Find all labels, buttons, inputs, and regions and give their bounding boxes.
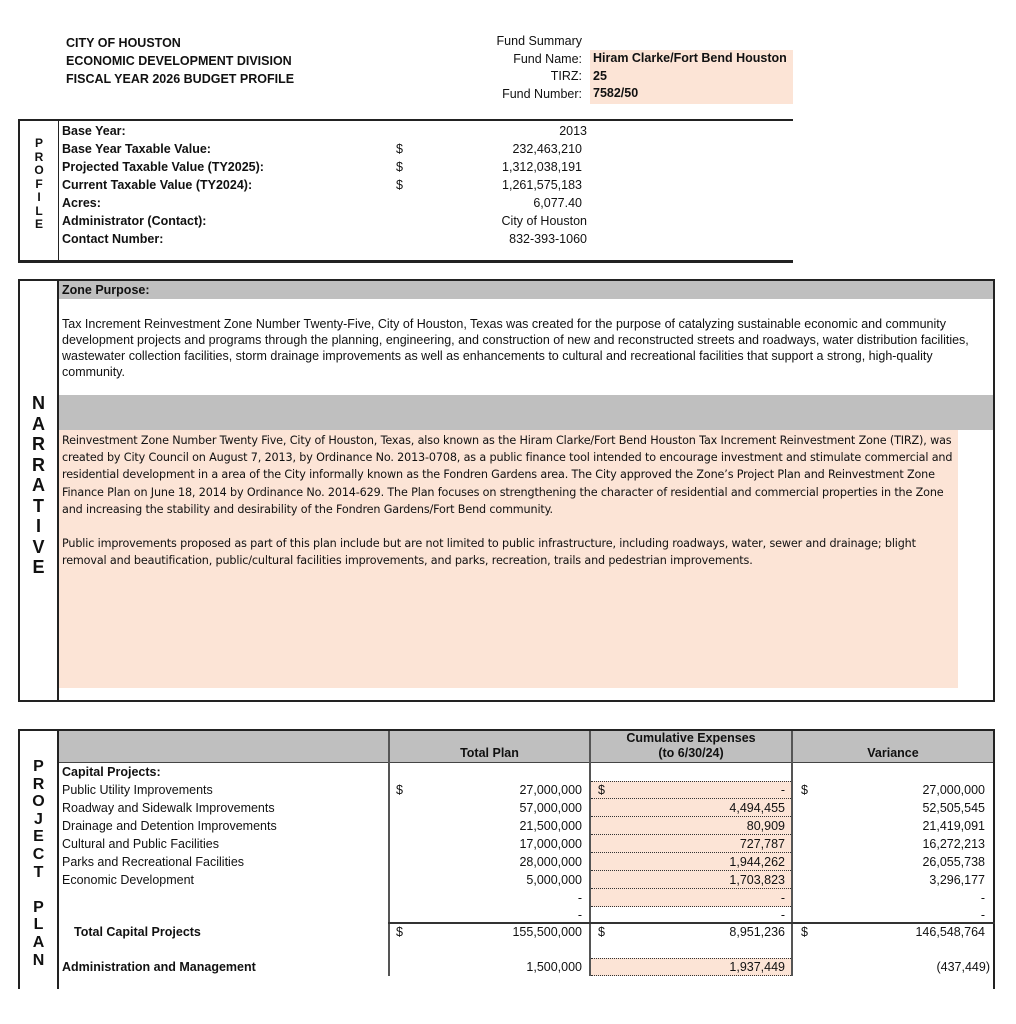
var-value: - (980, 908, 985, 922)
column-divider (791, 731, 793, 976)
zone-purpose-header (59, 281, 993, 299)
fund-name-label: Fund Name: (513, 51, 582, 66)
admin-cum: 1,937,449 (729, 960, 785, 974)
acres-value: 6,077.40 (533, 196, 582, 210)
profile-letter: O (34, 163, 44, 177)
profile-letter: I (37, 190, 41, 204)
current-taxable-value: 1,261,575,183 (502, 178, 582, 192)
project-plan-letter: T (33, 863, 44, 881)
cum-value: - (780, 891, 785, 905)
plan-dollar: $ (396, 783, 403, 797)
report-title-block (66, 34, 294, 88)
fund-summary-title: Fund Summary (496, 34, 582, 48)
narrative-side-label (20, 393, 57, 578)
narrative-letter: V (32, 536, 45, 557)
project-plan-letter: P (33, 898, 44, 916)
profile-top-rule (18, 119, 793, 121)
fund-number-value: 7582/50 (593, 86, 639, 100)
plan-total: 155,500,000 (512, 925, 582, 939)
project-plan-letter: L (33, 916, 44, 934)
zone-purpose-text: Tax Increment Reinvestment Zone Number Twenty-Five, City of Houston, Texas was created for the purpose of catalyzing sustainable economic and community development projects and programs through the planning, engineering, and construction of new and reconstructed streets and roadways, water distribution facilities, wastewater collection facilities, storm drainage improvements as well as enhancements to cultural and recreational facilities that support a strong, high-quality community. (62, 317, 969, 379)
plan-value: 5,000,000 (526, 873, 582, 887)
var-value: - (980, 891, 985, 905)
contact-number-value: 832-393-1060 (509, 232, 587, 246)
row-label: Drainage and Detention Improvements (62, 819, 277, 833)
column-header-total-plan: Total Plan (460, 746, 519, 760)
plan-value: 21,500,000 (519, 819, 582, 833)
column-header-cumulative (591, 731, 791, 761)
base-year-value: 2013 (559, 124, 587, 138)
cum-value: 1,703,823 (729, 873, 785, 887)
var-value: 52,505,545 (922, 801, 985, 815)
tirz-label: TIRZ: (550, 69, 582, 83)
var-value: 27,000,000 (922, 783, 985, 797)
currency-symbol (396, 122, 403, 140)
cum-value: - (780, 908, 785, 922)
fund-summary-labels (470, 33, 582, 103)
projected-taxable-label: Projected Taxable Value (TY2025): (62, 160, 264, 174)
narrative-letter: A (32, 413, 45, 434)
profile-letter: E (34, 217, 43, 231)
plan-value: - (577, 891, 582, 905)
var-value: 3,296,177 (929, 873, 985, 887)
var-dollar: $ (801, 925, 808, 939)
profile-letter: P (34, 136, 43, 150)
project-plan-letter: N (32, 951, 45, 969)
narrative-gray-band (59, 395, 993, 430)
row-label: Economic Development (62, 873, 195, 887)
column-header-variance: Variance (867, 746, 919, 760)
column-divider (388, 731, 390, 976)
project-plan-letter: C (32, 845, 45, 863)
project-plan-letter: R (32, 775, 45, 793)
narrative-letter: A (32, 475, 45, 495)
narrative-letter: N (32, 393, 45, 413)
row-label: Parks and Recreational Facilities (62, 855, 245, 869)
plan-dollar: $ (396, 925, 403, 939)
admin-plan: 1,500,000 (526, 960, 582, 974)
project-plan-letter: J (34, 810, 43, 828)
row-label: Public Utility Improvements (62, 783, 213, 797)
plan-value: 28,000,000 (519, 855, 582, 869)
row-label: Roadway and Sidewalk Improvements (62, 801, 275, 815)
base-year-taxable-value: 232,463,210 (512, 142, 582, 156)
capital-projects-label: Capital Projects: (62, 765, 161, 779)
var-value: 26,055,738 (922, 855, 985, 869)
cumulative-header-line2: (to 6/30/24) (658, 746, 724, 760)
narrative-letter: I (35, 516, 41, 536)
report-title: FISCAL YEAR 2026 BUDGET PROFILE (66, 72, 295, 86)
cumulative-header-line1: Cumulative Expenses (626, 731, 756, 745)
profile-side-label (18, 119, 59, 262)
narrative-letter: R (32, 434, 45, 454)
total-label: Total Capital Projects (74, 925, 201, 939)
var-value: 21,419,091 (922, 819, 985, 833)
project-plan-letter-spacer (20, 881, 57, 899)
narrative-letter: E (32, 557, 45, 577)
zone-purpose-label: Zone Purpose: (62, 283, 150, 297)
project-plan-side-label (20, 758, 57, 969)
profile-values (430, 122, 587, 248)
narrative-letter: R (32, 454, 45, 475)
tirz-value: 25 (593, 68, 607, 83)
profile-labels (62, 122, 264, 248)
plan-value: 17,000,000 (519, 837, 582, 851)
plan-value: - (577, 908, 582, 922)
cum-total: 8,951,236 (729, 925, 785, 939)
narrative-text (62, 432, 962, 586)
cum-value: 80,909 (746, 819, 785, 833)
profile-bottom-rule (18, 260, 793, 263)
fund-number-label: Fund Number: (502, 86, 582, 101)
cum-value: - (780, 783, 785, 797)
project-plan-letter: E (33, 828, 44, 846)
division-name: ECONOMIC DEVELOPMENT DIVISION (66, 54, 292, 68)
admin-var: (437,449) (936, 960, 990, 974)
fund-name-value: Hiram Clarke/Fort Bend Houston (593, 51, 787, 65)
project-plan-letter: A (32, 933, 45, 951)
administrator-value: City of Houston (501, 214, 587, 228)
contact-number-label: Contact Number: (62, 232, 164, 246)
fund-summary-values (590, 50, 793, 104)
cum-value: 4,494,455 (729, 801, 785, 815)
cum-value: 727,787 (739, 837, 785, 851)
projected-taxable-value: 1,312,038,191 (502, 160, 582, 174)
currency-symbol: $ (396, 142, 403, 156)
profile-letter: F (35, 176, 43, 191)
currency-symbol: $ (396, 178, 403, 192)
current-taxable-label: Current Taxable Value (TY2024): (62, 178, 253, 192)
acres-label: Acres: (62, 196, 101, 210)
var-total: 146,548,764 (915, 925, 985, 939)
var-value: 16,272,213 (922, 837, 985, 851)
profile-letter: L (35, 203, 43, 218)
row-label: Cultural and Public Facilities (62, 837, 220, 851)
profile-currency-column (396, 122, 403, 194)
narrative-letter: T (33, 495, 44, 516)
narrative-paragraph: Public improvements proposed as part of this plan include but are not limited to public infrastructure, including roadways, water, sewer and drainage; blight removal and beautification, public/cultural facilities improvements, and parks, recreation, trails and pedestrian improvements. (62, 537, 916, 568)
project-plan-letter: P (33, 758, 44, 775)
admin-label: Administration and Management (62, 960, 256, 974)
plan-value: 27,000,000 (519, 783, 582, 797)
narrative-paragraph: Reinvestment Zone Number Twenty Five, City of Houston, Texas, also known as the Hiram Clarke/Fort Bend Houston Tax Increment Reinvestment Zone (TIRZ), was created by City Council on August 7, 2013, by Ordinance No. 2013-0708, as a public finance tool intended to encourage investment and stimulate commercial and residential development in a area of the City informally known as the Fondren Gardens area. The City approved the Zone’s Project Plan and Reinvestment Zone Finance Plan on June 18, 2014 by Ordinance No. 2014-629. The Plan focuses on strengthening the character of residential and commercial properties in the Zone and increasing the stability and desirability of the Fondren Gardens/Fort Bend community. (62, 434, 953, 516)
cum-value: 1,944,262 (729, 855, 785, 869)
project-plan-letter: O (32, 793, 45, 811)
org-name: CITY OF HOUSTON (66, 36, 181, 50)
profile-letter: R (34, 149, 44, 164)
cum-dollar: $ (598, 925, 605, 939)
administrator-label: Administrator (Contact): (62, 214, 207, 228)
currency-symbol: $ (396, 160, 403, 174)
plan-value: 57,000,000 (519, 801, 582, 815)
project-plan-divider (57, 729, 59, 989)
base-year-taxable-label: Base Year Taxable Value: (62, 142, 211, 156)
base-year-label: Base Year: (62, 124, 126, 138)
var-dollar: $ (801, 783, 808, 797)
cum-dollar: $ (598, 783, 605, 797)
